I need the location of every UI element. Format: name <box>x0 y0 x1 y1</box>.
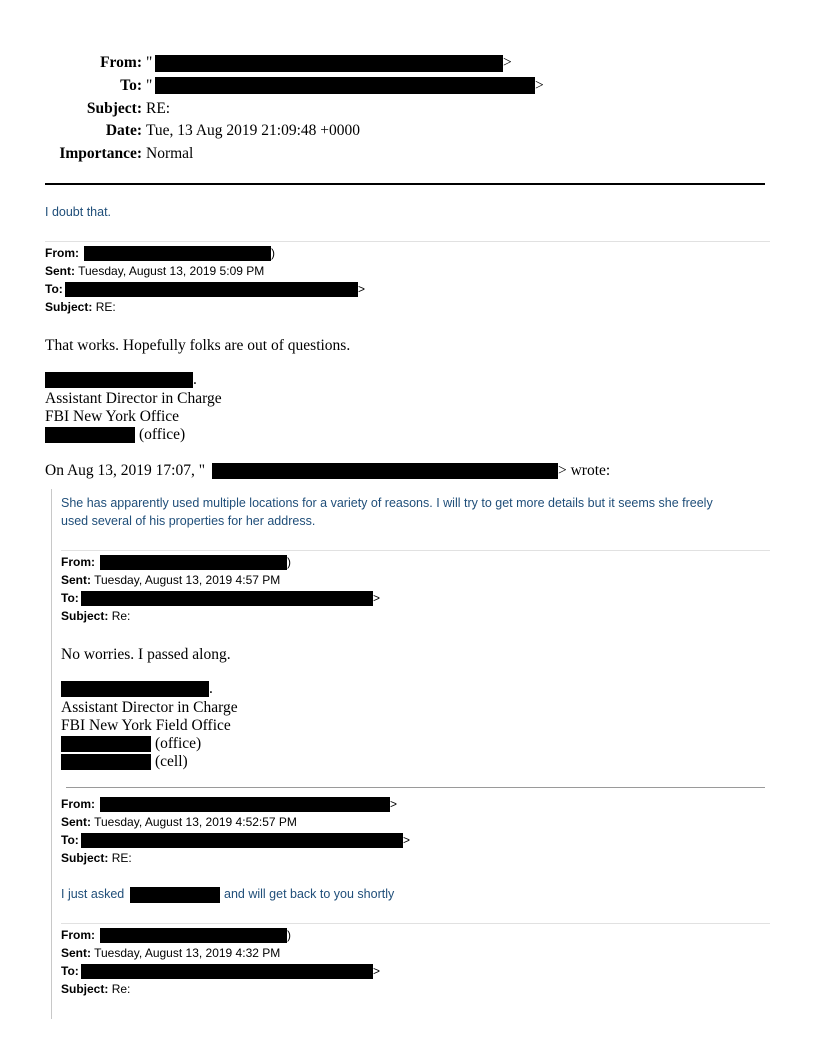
msg2-body: No worries. I passed along. <box>61 646 231 663</box>
msg2-sig-office-phone: (office) <box>155 735 202 752</box>
msg4-to-redaction <box>81 964 373 979</box>
msg1-sig-name-redaction <box>45 372 193 388</box>
subject-label: Subject: <box>86 100 142 117</box>
from-value-prefix: " <box>146 54 153 71</box>
header-divider <box>45 183 765 185</box>
msg3-body-prefix: I just asked <box>61 887 125 901</box>
msg3-body-suffix: and will get back to you shortly <box>224 887 395 901</box>
message-divider <box>61 923 770 924</box>
msg1-wrote-suffix: > wrote: <box>558 462 611 479</box>
msg3-body-redaction <box>130 887 220 903</box>
msg4-to-suffix: > <box>373 964 381 978</box>
msg1-sig-title: Assistant Director in Charge <box>45 390 222 407</box>
to-redaction <box>155 77 535 94</box>
msg4-from-redaction <box>100 928 287 943</box>
msg2-to-label: To: <box>61 591 79 605</box>
msg1-sent: Sent: Tuesday, August 13, 2019 5:09 PM <box>45 264 265 278</box>
msg1-from-suffix: ) <box>271 246 275 260</box>
quote1-line1: She has apparently used multiple locations for a variety of reasons. I will try to get more details but it seems she freely <box>61 496 713 510</box>
msg1-wrote-prefix: On Aug 13, 2019 17:07, " <box>45 462 206 479</box>
msg3-from-label: From: <box>61 797 95 811</box>
msg4-from-suffix: ) <box>287 928 291 942</box>
message-divider <box>61 550 770 551</box>
message-divider <box>66 787 765 788</box>
msg2-sig-title: Assistant Director in Charge <box>61 699 238 716</box>
from-value-suffix: > <box>503 54 512 71</box>
msg1-to-suffix: > <box>358 282 366 296</box>
msg1-wrote-redaction <box>212 463 558 479</box>
msg3-subject: Subject: RE: <box>61 851 132 865</box>
msg1-from-redaction <box>84 246 271 261</box>
to-value-suffix: > <box>535 77 544 94</box>
msg4-subject: Subject: Re: <box>61 982 131 996</box>
msg3-from-redaction <box>100 797 390 812</box>
subject-value: RE: <box>146 100 171 117</box>
msg3-sent: Sent: Tuesday, August 13, 2019 4:52:57 PM <box>61 815 297 829</box>
msg2-from-suffix: ) <box>287 555 291 569</box>
date-label: Date: <box>105 122 142 139</box>
msg1-body: That works. Hopefully folks are out of questions. <box>45 337 351 354</box>
msg4-from-label: From: <box>61 928 95 942</box>
importance-value: Normal <box>146 145 194 162</box>
msg1-sig-office: FBI New York Office <box>45 408 180 425</box>
msg1-from-label: From: <box>45 246 79 260</box>
msg2-to-suffix: > <box>373 591 381 605</box>
msg1-sig-period: . <box>193 371 197 388</box>
msg4-sent: Sent: Tuesday, August 13, 2019 4:32 PM <box>61 946 281 960</box>
msg1-to-redaction <box>65 282 358 297</box>
msg3-to-suffix: > <box>403 833 411 847</box>
msg1-subject: Subject: RE: <box>45 300 116 314</box>
msg1-sig-phone-redaction <box>45 427 135 443</box>
msg2-sig-period: . <box>209 680 213 697</box>
msg2-subject: Subject: Re: <box>61 609 131 623</box>
msg3-to-label: To: <box>61 833 79 847</box>
from-redaction <box>155 55 503 72</box>
msg2-sig-office: FBI New York Field Office <box>61 717 231 734</box>
reply-text: I doubt that. <box>45 205 112 219</box>
to-label: To: <box>120 77 142 94</box>
quote1-line2: used several of his properties for her address. <box>61 514 316 528</box>
msg2-sig-office-phone-redaction <box>61 736 151 752</box>
msg1-sig-phone: (office) <box>139 426 186 443</box>
message-divider <box>45 241 770 242</box>
msg2-sig-cell-phone-redaction <box>61 754 151 770</box>
msg3-to-redaction <box>81 833 403 848</box>
msg2-sig-cell-phone: (cell) <box>155 753 188 770</box>
importance-label: Importance: <box>59 145 142 162</box>
msg2-from-label: From: <box>61 555 95 569</box>
msg2-from-redaction <box>100 555 287 570</box>
msg3-from-suffix: > <box>390 797 398 811</box>
msg2-sig-name-redaction <box>61 681 209 697</box>
quote-bar <box>51 489 52 1019</box>
msg2-sent: Sent: Tuesday, August 13, 2019 4:57 PM <box>61 573 281 587</box>
msg1-to-label: To: <box>45 282 63 296</box>
date-value: Tue, 13 Aug 2019 21:09:48 +0000 <box>146 122 360 139</box>
from-label: From: <box>100 54 142 71</box>
msg2-to-redaction <box>81 591 373 606</box>
to-value-prefix: " <box>146 77 153 94</box>
msg4-to-label: To: <box>61 964 79 978</box>
